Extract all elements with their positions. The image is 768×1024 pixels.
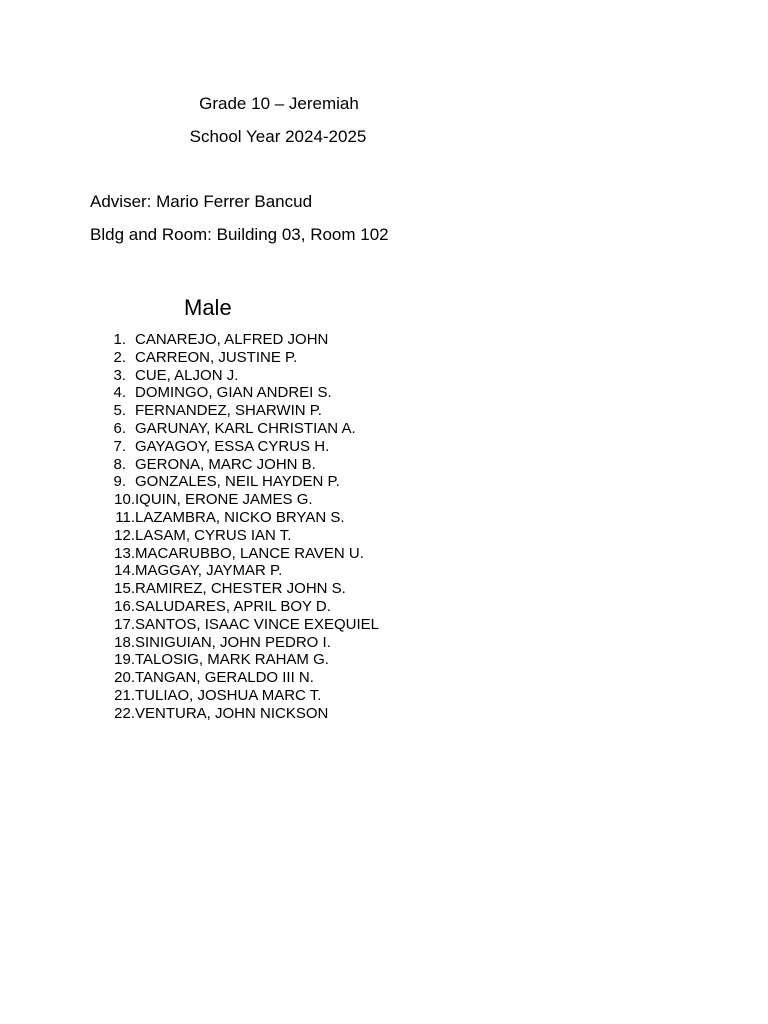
list-number: 8. (113, 455, 126, 473)
student-name: RAMIREZ, CHESTER JOHN S. (135, 580, 346, 598)
list-item (108, 367, 379, 385)
list-item (108, 687, 379, 705)
list-item (108, 598, 379, 616)
list-number: 18. (114, 633, 135, 651)
list-item (108, 491, 379, 509)
list-number: 3. (113, 366, 126, 384)
list-number: 13. (114, 544, 135, 562)
section-heading: Male (184, 295, 232, 320)
list-item (108, 545, 379, 563)
student-list (108, 331, 379, 723)
list-item (108, 651, 379, 669)
student-name: GAYAGOY, ESSA CYRUS H. (135, 437, 330, 455)
student-name: TANGAN, GERALDO III N. (135, 669, 314, 687)
student-name: TULIAO, JOSHUA MARC T. (135, 686, 322, 704)
adviser-line: Adviser: Mario Ferrer Bancud (90, 192, 313, 211)
list-number: 22. (114, 704, 135, 722)
list-item (108, 473, 379, 491)
list-item (108, 438, 379, 456)
student-name: IQUIN, ERONE JAMES G. (135, 491, 313, 509)
list-item (108, 384, 379, 402)
list-number: 7. (113, 437, 126, 455)
room-line: Bldg and Room: Building 03, Room 102 (90, 225, 389, 244)
list-number: 11. (115, 508, 135, 526)
list-item (108, 634, 379, 652)
list-number: 16. (114, 597, 135, 615)
list-item (108, 705, 379, 723)
list-number: 2. (113, 348, 126, 366)
list-number: 6. (113, 419, 126, 437)
list-number: 5. (113, 402, 126, 420)
list-number: 17. (114, 615, 135, 633)
list-item (108, 580, 379, 598)
student-name: DOMINGO, GIAN ANDREI S. (135, 384, 332, 402)
list-number: 15. (114, 580, 135, 598)
list-item (108, 456, 379, 474)
list-item (108, 616, 379, 634)
list-item (108, 509, 379, 527)
student-name: SALUDARES, APRIL BOY D. (135, 597, 331, 615)
list-number: 12. (114, 526, 135, 544)
student-name: FERNANDEZ, SHARWIN P. (135, 402, 322, 420)
list-number: 4. (113, 384, 126, 402)
list-item (108, 402, 379, 420)
list-number: 19. (114, 651, 135, 669)
list-number: 1. (113, 331, 126, 348)
student-name: LAZAMBRA, NICKO BRYAN S. (135, 508, 345, 526)
list-item (108, 562, 379, 580)
student-name: SANTOS, ISAAC VINCE EXEQUIEL (135, 615, 379, 633)
student-name: MAGGAY, JAYMAR P. (135, 562, 283, 580)
school-year: School Year 2024-2025 (189, 127, 367, 146)
list-number: 21. (114, 686, 135, 704)
list-item (108, 669, 379, 687)
list-item (108, 331, 379, 349)
list-item (108, 527, 379, 545)
student-name: CARREON, JUSTINE P. (135, 348, 298, 366)
grade-title: Grade 10 – Jeremiah (199, 94, 359, 113)
student-name: VENTURA, JOHN NICKSON (135, 704, 329, 722)
list-item (108, 420, 379, 438)
student-name: CUE, ALJON J. (135, 366, 239, 384)
list-number: 14. (114, 562, 135, 580)
student-name: LASAM, CYRUS IAN T. (135, 526, 292, 544)
list-item (108, 349, 379, 367)
list-number: 20. (114, 669, 135, 687)
student-name: GERONA, MARC JOHN B. (135, 455, 316, 473)
list-number: 9. (113, 473, 126, 491)
student-name: SINIGUIAN, JOHN PEDRO I. (135, 633, 331, 651)
student-name: TALOSIG, MARK RAHAM G. (135, 651, 329, 669)
student-name: CANAREJO, ALFRED JOHN (135, 331, 329, 348)
student-name: GONZALES, NEIL HAYDEN P. (135, 473, 340, 491)
student-name: MACARUBBO, LANCE RAVEN U. (135, 544, 364, 562)
student-name: GARUNAY, KARL CHRISTIAN A. (135, 419, 356, 437)
list-number: 10. (114, 491, 135, 509)
